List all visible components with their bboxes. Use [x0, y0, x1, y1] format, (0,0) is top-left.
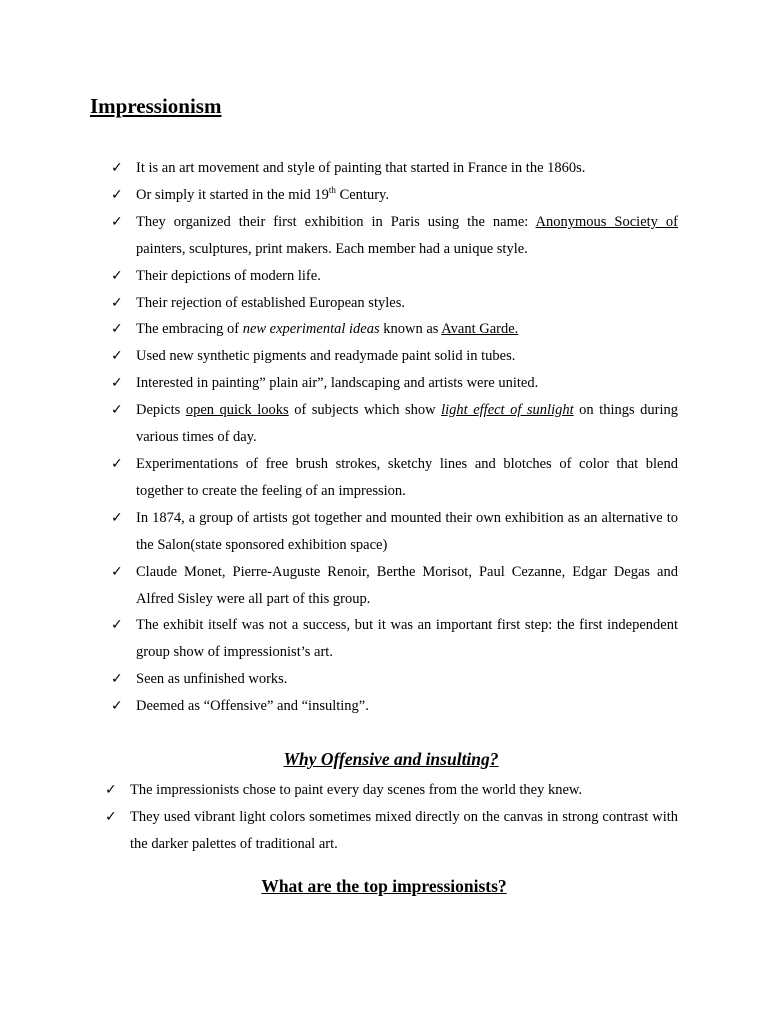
underlined-phrase: open quick looks	[185, 402, 289, 419]
list-item: ✓ The embracing of new experimental ideas known as Avant Garde.	[136, 316, 678, 343]
list-item: ✓ Experimentations of free brush strokes, sketchy lines and blotches of color that blend together to create the feeling of an impression.	[136, 451, 678, 505]
list-item: ✓ In 1874, a group of artists got together and mounted their own exhibition as an alternative to the Salon(state sponsored exhibition space)	[136, 505, 678, 559]
why-offensive-list	[105, 777, 678, 858]
checkmark-icon: ✓	[111, 267, 123, 284]
section-heading-top-impressionists: What are the top impressionists?	[261, 876, 507, 896]
list-item: ✓ They used vibrant light colors sometimes mixed directly on the canvas in strong contrast with the darker palettes of traditional art.	[130, 804, 678, 858]
checkmark-icon: ✓	[111, 563, 123, 580]
list-item: ✓ Deemed as “Offensive” and “insulting”.	[136, 693, 678, 720]
checkmark-icon: ✓	[111, 671, 123, 688]
list-item: ✓ Seen as unfinished works.	[136, 666, 678, 693]
underlined-phrase: Anonymous Society of	[535, 213, 679, 230]
section-heading-why: Why Offensive and insulting?	[283, 749, 499, 769]
impressionism-facts-list	[111, 155, 679, 720]
underlined-italic-phrase: light effect of sunlight	[441, 402, 574, 419]
checkmark-icon: ✓	[111, 294, 123, 311]
checkmark-icon: ✓	[111, 698, 123, 715]
checkmark-icon: ✓	[105, 808, 117, 825]
checkmark-icon: ✓	[111, 213, 123, 230]
list-item: ✓ Depicts open quick looks of subjects which show light effect of sunlight on things during various times of day.	[136, 397, 678, 451]
underlined-phrase: Avant Garde.	[441, 321, 519, 338]
list-item: ✓ Interested in painting” plain air”, landscaping and artists were united.	[136, 370, 678, 397]
checkmark-icon: ✓	[111, 321, 123, 338]
list-item: ✓ The impressionists chose to paint every day scenes from the world they knew.	[130, 777, 678, 804]
list-item: ✓ Used new synthetic pigments and readymade paint solid in tubes.	[136, 343, 678, 370]
italic-phrase: new experimental ideas	[242, 321, 380, 338]
checkmark-icon: ✓	[111, 375, 123, 392]
list-item: ✓ The exhibit itself was not a success, but it was an important first step: the first independent group show of impressionist’s art.	[136, 612, 678, 666]
checkmark-icon: ✓	[111, 455, 123, 472]
page-title: Impressionism	[90, 94, 222, 118]
checkmark-icon: ✓	[111, 617, 123, 634]
checkmark-icon: ✓	[111, 348, 123, 365]
checkmark-icon: ✓	[111, 186, 123, 203]
checkmark-icon: ✓	[111, 160, 123, 176]
list-item: ✓ Their rejection of established European styles.	[136, 290, 678, 317]
checkmark-icon: ✓	[105, 782, 117, 798]
list-item: ✓ Or simply it started in the mid 19th Century.	[136, 182, 678, 209]
list-item: ✓ They organized their first exhibition in Paris using the name: Anonymous Society of painters, sculptures, print makers. Each member had a unique style.	[136, 209, 678, 263]
checkmark-icon: ✓	[111, 402, 123, 419]
list-item: ✓ It is an art movement and style of painting that started in France in the 1860s.	[136, 155, 678, 182]
list-item: ✓ Their depictions of modern life.	[136, 263, 678, 290]
checkmark-icon: ✓	[111, 509, 123, 526]
list-item: ✓ Claude Monet, Pierre-Auguste Renoir, Berthe Morisot, Paul Cezanne, Edgar Degas and Alfred Sisley were all part of this group.	[136, 559, 678, 613]
